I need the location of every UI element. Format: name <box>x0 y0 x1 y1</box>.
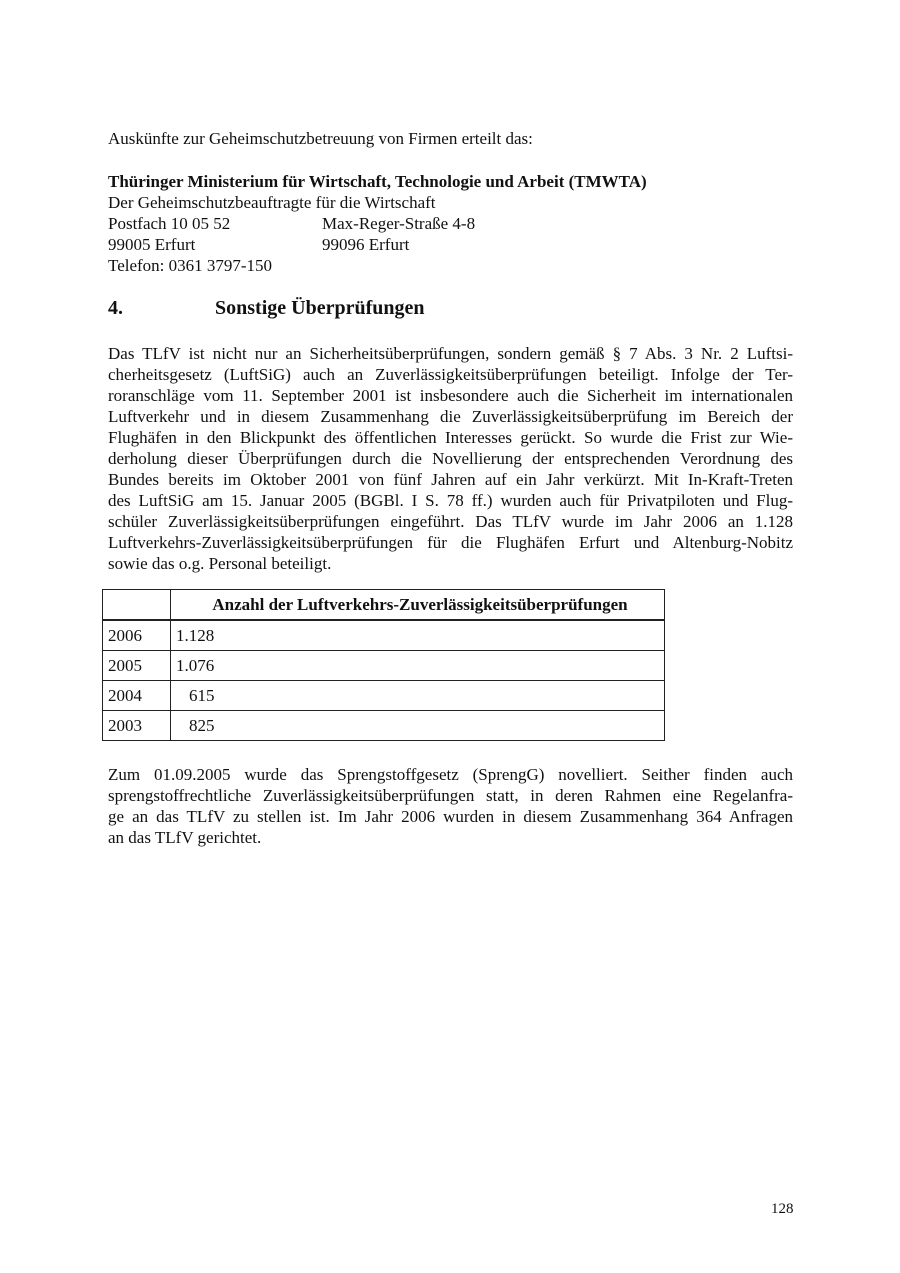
paragraph-line: Flughäfen in den Blickpunkt des öffentlichen Interesses gerückt. So wurde die Frist zur Wie- <box>108 428 793 447</box>
section-number: 4. <box>108 297 123 319</box>
ministry-department: Der Geheimschutzbeauftragte für die Wirtschaft <box>108 193 436 212</box>
table-cell-year: 2003 <box>103 711 171 741</box>
telephone: Telefon: 0361 3797-150 <box>108 256 273 275</box>
table-cell-year: 2005 <box>103 651 171 681</box>
checks-table <box>102 589 665 741</box>
section-title: Sonstige Überprüfungen <box>215 297 425 319</box>
paragraph-luftsig <box>108 343 793 574</box>
paragraph-line: cherheitsgesetz (LuftSiG) auch an Zuverlässigkeitsüberprüfungen beteiligt. Infolge der Ter- <box>108 365 793 384</box>
page-number: 128 <box>771 1201 794 1217</box>
postfach: Postfach 10 05 52 <box>108 214 231 233</box>
paragraph-line: Luftverkehr und in diesem Zusammenhang die Zuverlässigkeitsüberprüfung im Bereich der <box>108 407 793 426</box>
table-row <box>103 651 665 681</box>
table-cell-count: 1.128 <box>171 620 665 651</box>
paragraph-line: Zum 01.09.2005 wurde das Sprengstoffgesetz (SprengG) novelliert. Seither finden auch <box>108 765 793 784</box>
table-cell-count: 825 <box>171 711 665 741</box>
table-header-row <box>103 590 665 621</box>
table-row <box>103 620 665 651</box>
paragraph-sprengg <box>108 764 793 848</box>
table-header-empty <box>103 590 171 621</box>
table-row <box>103 681 665 711</box>
table-cell-year: 2006 <box>103 620 171 651</box>
table-header-count: Anzahl der Luftverkehrs-Zuverlässigkeitsüberprüfungen <box>171 590 665 621</box>
paragraph-line: sowie das o.g. Personal beteiligt. <box>108 554 332 573</box>
table-cell-count: 615 <box>171 681 665 711</box>
paragraph-line: ge an das TLfV zu stellen ist. Im Jahr 2006 wurden in diesem Zusammenhang 364 Anfragen <box>108 807 793 826</box>
table-cell-count: 1.076 <box>171 651 665 681</box>
intro-text: Auskünfte zur Geheimschutzbetreuung von Firmen erteilt das: <box>108 129 533 148</box>
postal-city-1: 99005 Erfurt <box>108 235 196 254</box>
paragraph-line: sprengstoffrechtliche Zuverlässigkeitsüberprüfungen statt, in deren Rahmen eine Regelanfra- <box>108 786 793 805</box>
paragraph-line: roranschläge vom 11. September 2001 ist insbesondere auch die Sicherheit im internationalen <box>108 386 793 405</box>
paragraph-line: Bundes bereits im Oktober 2001 von fünf Jahren auf ein Jahr verkürzt. Mit In-Kraft-Treten <box>108 470 793 489</box>
paragraph-line: schüler Zuverlässigkeitsüberprüfungen eingeführt. Das TLfV wurde im Jahr 2006 an 1.128 <box>108 512 793 531</box>
paragraph-line: an das TLfV gerichtet. <box>108 828 262 847</box>
paragraph-line: Luftverkehrs-Zuverlässigkeitsüberprüfungen für die Flughäfen Erfurt und Altenburg-Nobitz <box>108 533 793 552</box>
paragraph-line: des LuftSiG am 15. Januar 2005 (BGBl. I S. 78 ff.) wurden auch für Privatpiloten und Flug- <box>108 491 793 510</box>
table-cell-year: 2004 <box>103 681 171 711</box>
street-address: Max-Reger-Straße 4-8 <box>322 214 476 233</box>
paragraph-line: derholung dieser Überprüfungen durch die Novellierung der entsprechenden Verordnung des <box>108 449 793 468</box>
table-row <box>103 711 665 741</box>
ministry-name: Thüringer Ministerium für Wirtschaft, Technologie und Arbeit (TMWTA) <box>108 172 647 191</box>
postal-city-2: 99096 Erfurt <box>322 235 410 254</box>
paragraph-line: Das TLfV ist nicht nur an Sicherheitsüberprüfungen, sondern gemäß § 7 Abs. 3 Nr. 2 Luftsi- <box>108 344 793 363</box>
